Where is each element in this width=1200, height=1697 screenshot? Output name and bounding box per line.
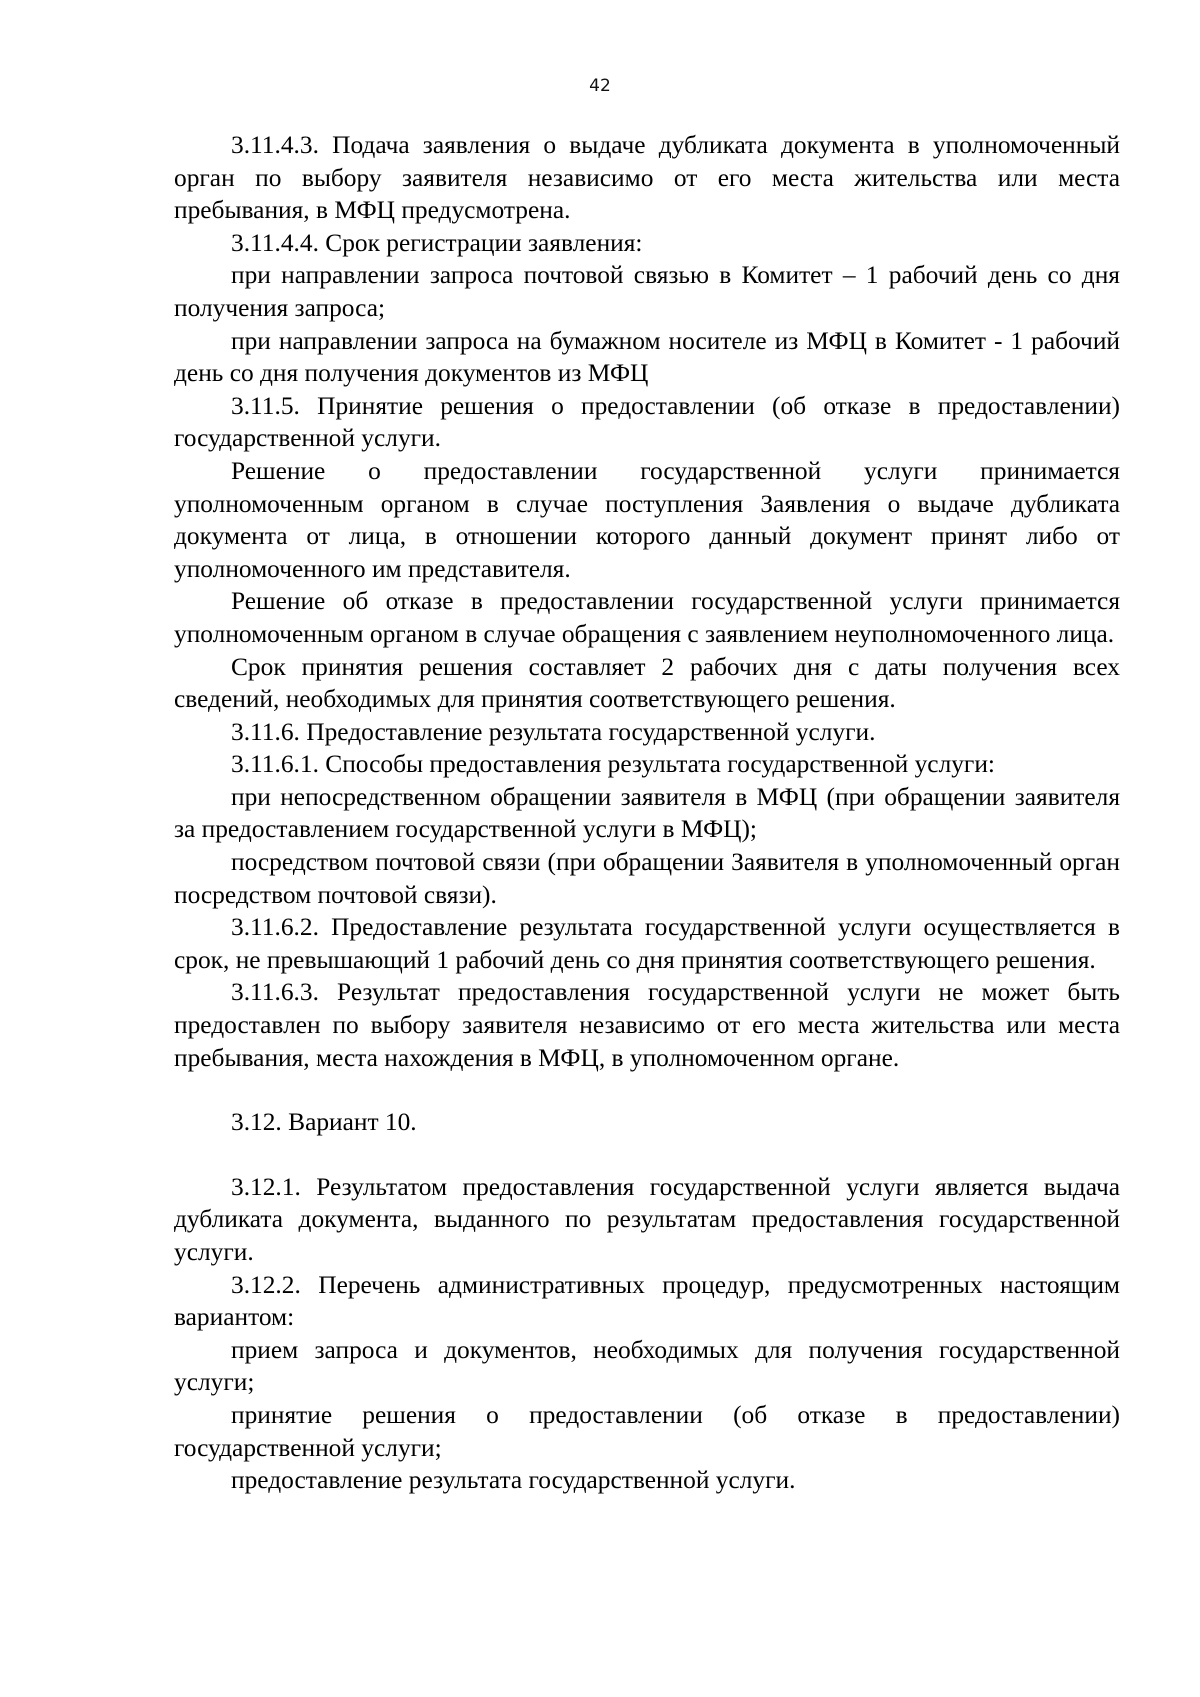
paragraph-decision-term: Срок принятия решения составляет 2 рабочих дня с даты получения всех сведений, необходимых для принятия соответствующего решения.: [174, 652, 1120, 714]
paragraph-procedure-result: предоставление результата государственной услуги.: [231, 1466, 796, 1495]
paragraph-3-11-6-3: 3.11.6.3. Результат предоставления государственной услуги не может быть предоставлен по выбору заявителя независимо от его места жительства или места пребывания, места нахождения в МФЦ, в уполномоченном органе.: [174, 978, 1120, 1072]
paragraph-3-11-4-4: 3.11.4.4. Срок регистрации заявления:: [231, 228, 643, 257]
paragraph-3-11-6: 3.11.6. Предоставление результата государственной услуги.: [231, 717, 876, 746]
section-heading-3-12: 3.12. Вариант 10.: [231, 1108, 417, 1137]
paragraph-procedure-decision: принятие решения о предоставлении (об отказе в предоставлении) государственной услуги;: [174, 1400, 1120, 1462]
paragraph-decision-grant: Решение о предоставлении государственной услуги принимается уполномоченным органом в случае поступления Заявления о выдаче дубликата документа от лица, в отношении которого данный документ принят либо от уполномоченного им представителя.: [174, 456, 1120, 583]
paragraph-postal-term: при направлении запроса почтовой связью в Комитет – 1 рабочий день со дня получения запроса;: [174, 261, 1120, 322]
paragraph-3-12-1: 3.12.1. Результатом предоставления государственной услуги является выдача дубликата документа, выданного по результатам предоставления государственной услуги.: [174, 1172, 1120, 1266]
paragraph-3-11-6-2: 3.11.6.2. Предоставление результата государственной услуги осуществляется в срок, не превышающий 1 рабочий день со дня принятия соответствующего решения.: [174, 913, 1120, 974]
paragraph-direct-appeal: при непосредственном обращении заявителя в МФЦ (при обращении заявителя за предоставлением государственной услуги в МФЦ);: [174, 782, 1120, 844]
paragraph-3-11-5: 3.11.5. Принятие решения о предоставлении (об отказе в предоставлении) государственной услуги.: [174, 391, 1120, 453]
paragraph-decision-refusal: Решение об отказе в предоставлении государственной услуги принимается уполномоченным органом в случае обращения с заявлением неуполномоченного лица.: [174, 587, 1120, 648]
paragraph-mfc-term: при направлении запроса на бумажном носителе из МФЦ в Комитет - 1 рабочий день со дня получения документов из МФЦ: [174, 326, 1120, 388]
paragraph-postal-delivery: посредством почтовой связи (при обращении Заявителя в уполномоченный орган посредством почтовой связи).: [174, 848, 1120, 909]
paragraph-3-11-6-1: 3.11.6.1. Способы предоставления результата государственной услуги:: [231, 750, 995, 779]
page-number: 42: [589, 76, 611, 96]
paragraph-3-11-4-3: 3.11.4.3. Подача заявления о выдаче дубликата документа в уполномоченный орган по выбору заявителя независимо от его места жительства или места пребывания, в МФЦ предусмотрена.: [174, 131, 1120, 225]
paragraph-3-12-2: 3.12.2. Перечень административных процедур, предусмотренных настоящим вариантом:: [174, 1270, 1120, 1332]
paragraph-procedure-intake: прием запроса и документов, необходимых для получения государственной услуги;: [174, 1335, 1120, 1397]
document-body: [174, 129, 1120, 1497]
